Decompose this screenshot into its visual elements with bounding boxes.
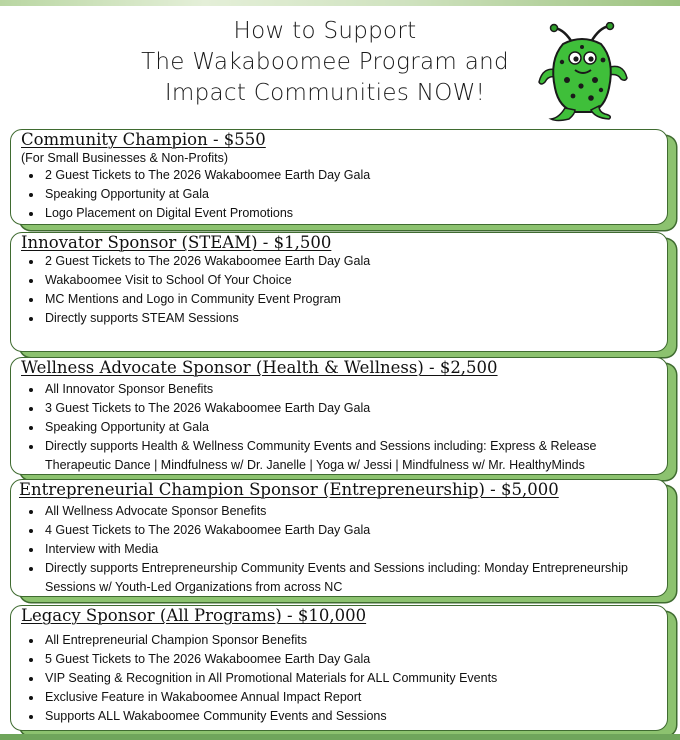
benefit-item: • Directly supports Entrepreneurship Community Events and Sessions including: Monday Entrepreneurship Sessions w/ Youth-Led Organizations from across NC [43, 559, 653, 597]
benefit-item: • 2 Guest Tickets to The 2026 Wakaboomee Earth Day Gala [43, 252, 653, 271]
benefit-item: • VIP Seating & Recognition in All Promotional Materials for ALL Community Events [43, 669, 653, 688]
benefit-item: • Wakaboomee Visit to School Of Your Choice [43, 271, 653, 290]
benefit-item: • Directly supports Health & Wellness Community Events and Sessions including: Express & Release Therapeutic Dance | Mindfulness w/ Dr. Janelle | Yoga w/ Jessi | Mindfulness w/ Mr. HealthyMinds [43, 437, 653, 475]
tier-card-legacy-sponsor [10, 605, 668, 731]
tier-card-entrepreneurial-champion [10, 479, 668, 597]
benefit-item: • 3 Guest Tickets to The 2026 Wakaboomee Earth Day Gala [43, 399, 653, 418]
tier-card-wellness-advocate [10, 357, 668, 475]
benefit-list [25, 166, 653, 223]
title-line: How to Support [233, 18, 417, 44]
title-line: Impact Communities NOW! [164, 80, 486, 106]
tier-card-community-champion [10, 129, 668, 225]
benefit-item: • All Wellness Advocate Sponsor Benefits [43, 502, 653, 521]
benefit-item: • Logo Placement on Digital Event Promotions [43, 204, 653, 223]
benefit-list [25, 502, 653, 597]
benefit-item: • All Entrepreneurial Champion Sponsor Benefits [43, 631, 653, 650]
tier-title: Innovator Sponsor (STEAM) - $1,500 [21, 233, 332, 252]
tier-title: Legacy Sponsor (All Programs) - $10,000 [21, 606, 367, 625]
benefit-item: • 5 Guest Tickets to The 2026 Wakaboomee Earth Day Gala [43, 650, 653, 669]
benefit-list [25, 380, 653, 475]
benefit-item: • Speaking Opportunity at Gala [43, 185, 653, 204]
benefit-list [25, 252, 653, 328]
tier-subtitle: (For Small Businesses & Non-Profits) [21, 151, 229, 165]
tier-title: Entrepreneurial Champion Sponsor (Entrepreneurship) - $5,000 [19, 480, 559, 499]
title-line: The Wakaboomee Program and [141, 49, 509, 75]
benefit-item: • Supports ALL Wakaboomee Community Events and Sessions [43, 707, 653, 726]
top-decorative-strip [0, 0, 680, 6]
page-title [100, 16, 550, 109]
benefit-item: • 2 Guest Tickets to The 2026 Wakaboomee Earth Day Gala [43, 166, 653, 185]
benefit-item: • MC Mentions and Logo in Community Event Program [43, 290, 653, 309]
tier-title: Wellness Advocate Sponsor (Health & Wellness) - $2,500 [21, 358, 498, 377]
bottom-decorative-strip [0, 734, 680, 740]
benefit-item: • Speaking Opportunity at Gala [43, 418, 653, 437]
benefit-item: • 4 Guest Tickets to The 2026 Wakaboomee Earth Day Gala [43, 521, 653, 540]
tier-card-innovator-sponsor [10, 232, 668, 352]
benefit-item: • Interview with Media [43, 540, 653, 559]
benefit-list [25, 631, 653, 726]
tier-title: Community Champion - $550 [21, 130, 266, 149]
benefit-item: • Exclusive Feature in Wakaboomee Annual Impact Report [43, 688, 653, 707]
benefit-item: • Directly supports STEAM Sessions [43, 309, 653, 328]
benefit-item: • All Innovator Sponsor Benefits [43, 380, 653, 399]
green-alien-mascot-icon [535, 22, 630, 122]
